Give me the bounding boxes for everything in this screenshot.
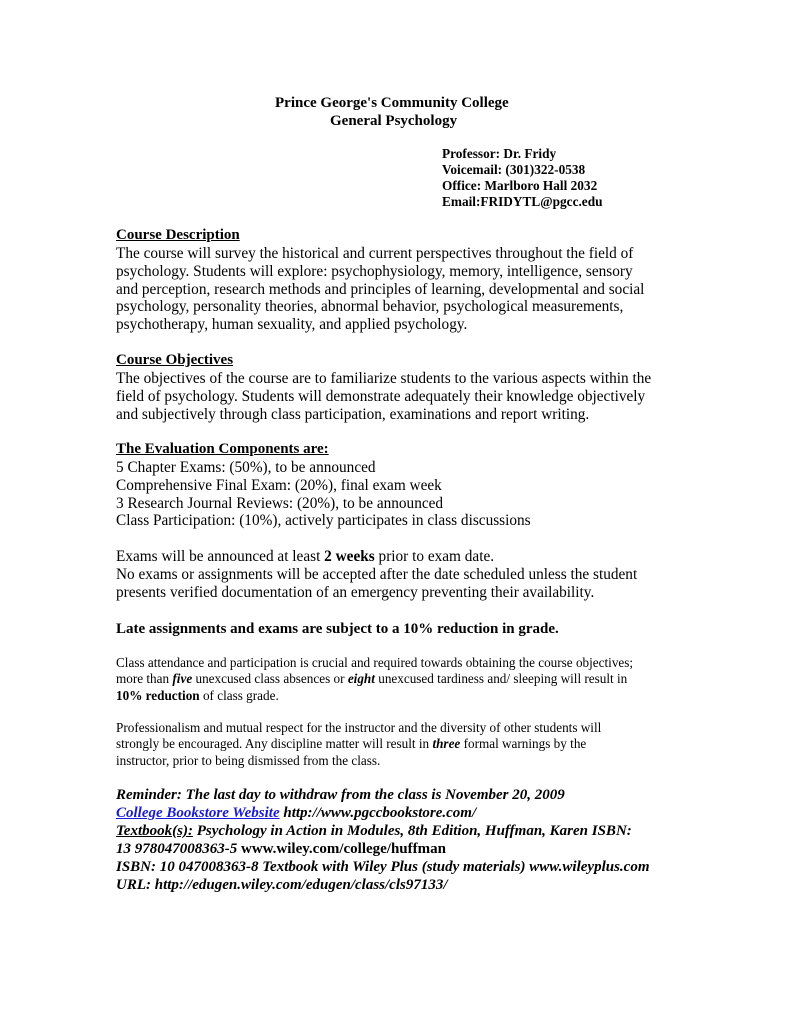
exam-notice-line: Exams will be announced at least 2 weeks prior to exam date. [116,548,495,565]
exam-policy [116,548,637,601]
attendance-policy [116,655,633,704]
text-line: Professionalism and mutual respect for the instructor and the diversity of other students will [116,720,602,735]
course-description-text [116,245,644,334]
withdraw-reminder: Reminder: The last day to withdraw from the class is November 20, 2009 [116,787,565,803]
text-line: The objectives of the course are to familiarize students to the various aspects within the [116,370,652,387]
text-line: and subjectively through class participation, examinations and report writing. [116,405,590,423]
voicemail: Voicemail: (301)322-0538 [442,162,586,177]
class-url-line: URL: http://edugen.wiley.com/edugen/class/cls97133/ [116,877,448,893]
wiley-url: www.wiley.com/college/huffman [241,841,446,857]
text-line: psychology, personality theories, abnormal behavior, psychological measurements, [116,298,624,316]
text-line: Class attendance and participation is crucial and required towards obtaining the course objectives; [116,655,634,670]
text-line: The course will survey the historical and current perspectives throughout the field of [116,245,634,262]
evaluation-heading: The Evaluation Components are: [116,441,329,457]
text-line: and perception, research methods and principles of learning, developmental and social [116,280,645,298]
evaluation-item: Class Participation: (10%), actively participates in class discussions [116,512,531,530]
text-line: more than five unexcused class absences or eight unexcused tardiness and/ sleeping will result in [116,671,628,687]
professionalism-policy [116,720,601,769]
bookstore-url: http://www.pgccbookstore.com/ [279,805,477,821]
text-line: instructor, prior to being dismissed from the class. [116,752,381,768]
text-line: 10% reduction of class grade. [116,687,279,703]
course-title: General Psychology [330,113,458,129]
isbn10-line: ISBN: 10 047008363-8 Textbook with Wiley Plus (study materials) www.wileyplus.com [116,859,650,875]
course-description-heading: Course Description [116,227,240,243]
text-line: presents verified documentation of an emergency preventing their availability. [116,583,595,601]
textbook-line [116,823,632,840]
text-line: field of psychology. Students will demonstrate adequately their knowledge objectively [116,387,646,405]
office-location: Office: Marlboro Hall 2032 [442,178,598,193]
evaluation-item: 3 Research Journal Reviews: (20%), to be announced [116,494,444,512]
text-line: strongly be encouraged. Any discipline matter will result in three formal warnings by the [116,736,587,752]
evaluation-item: Comprehensive Final Exam: (20%), final exam week [116,476,442,494]
textbook-title: Psychology in Action in Modules, 8th Edition, Huffman, Karen ISBN: [192,823,632,839]
evaluation-list [116,459,531,530]
professor-name: Professor: Dr. Fridy [442,146,557,161]
isbn13-line: 13 978047008363-5 www.wiley.com/college/huffman [116,841,446,857]
text-line: No exams or assignments will be accepted after the date scheduled unless the student [116,565,638,583]
textbook-label: Textbook(s): [116,823,193,839]
text-line: psychotherapy, human sexuality, and applied psychology. [116,316,468,334]
college-name: Prince George's Community College [275,95,509,111]
late-policy: Late assignments and exams are subject to a 10% reduction in grade. [116,621,559,637]
email: Email:FRIDYTL@pgcc.edu [442,194,603,209]
bookstore-link[interactable]: College Bookstore Website [116,805,280,821]
course-objectives-text [116,370,651,423]
text-line: psychology. Students will explore: psychophysiology, memory, intelligence, sensory [116,262,633,280]
evaluation-item: 5 Chapter Exams: (50%), to be announced [116,459,376,476]
bookstore-line [116,805,476,822]
course-objectives-heading: Course Objectives [116,352,234,368]
